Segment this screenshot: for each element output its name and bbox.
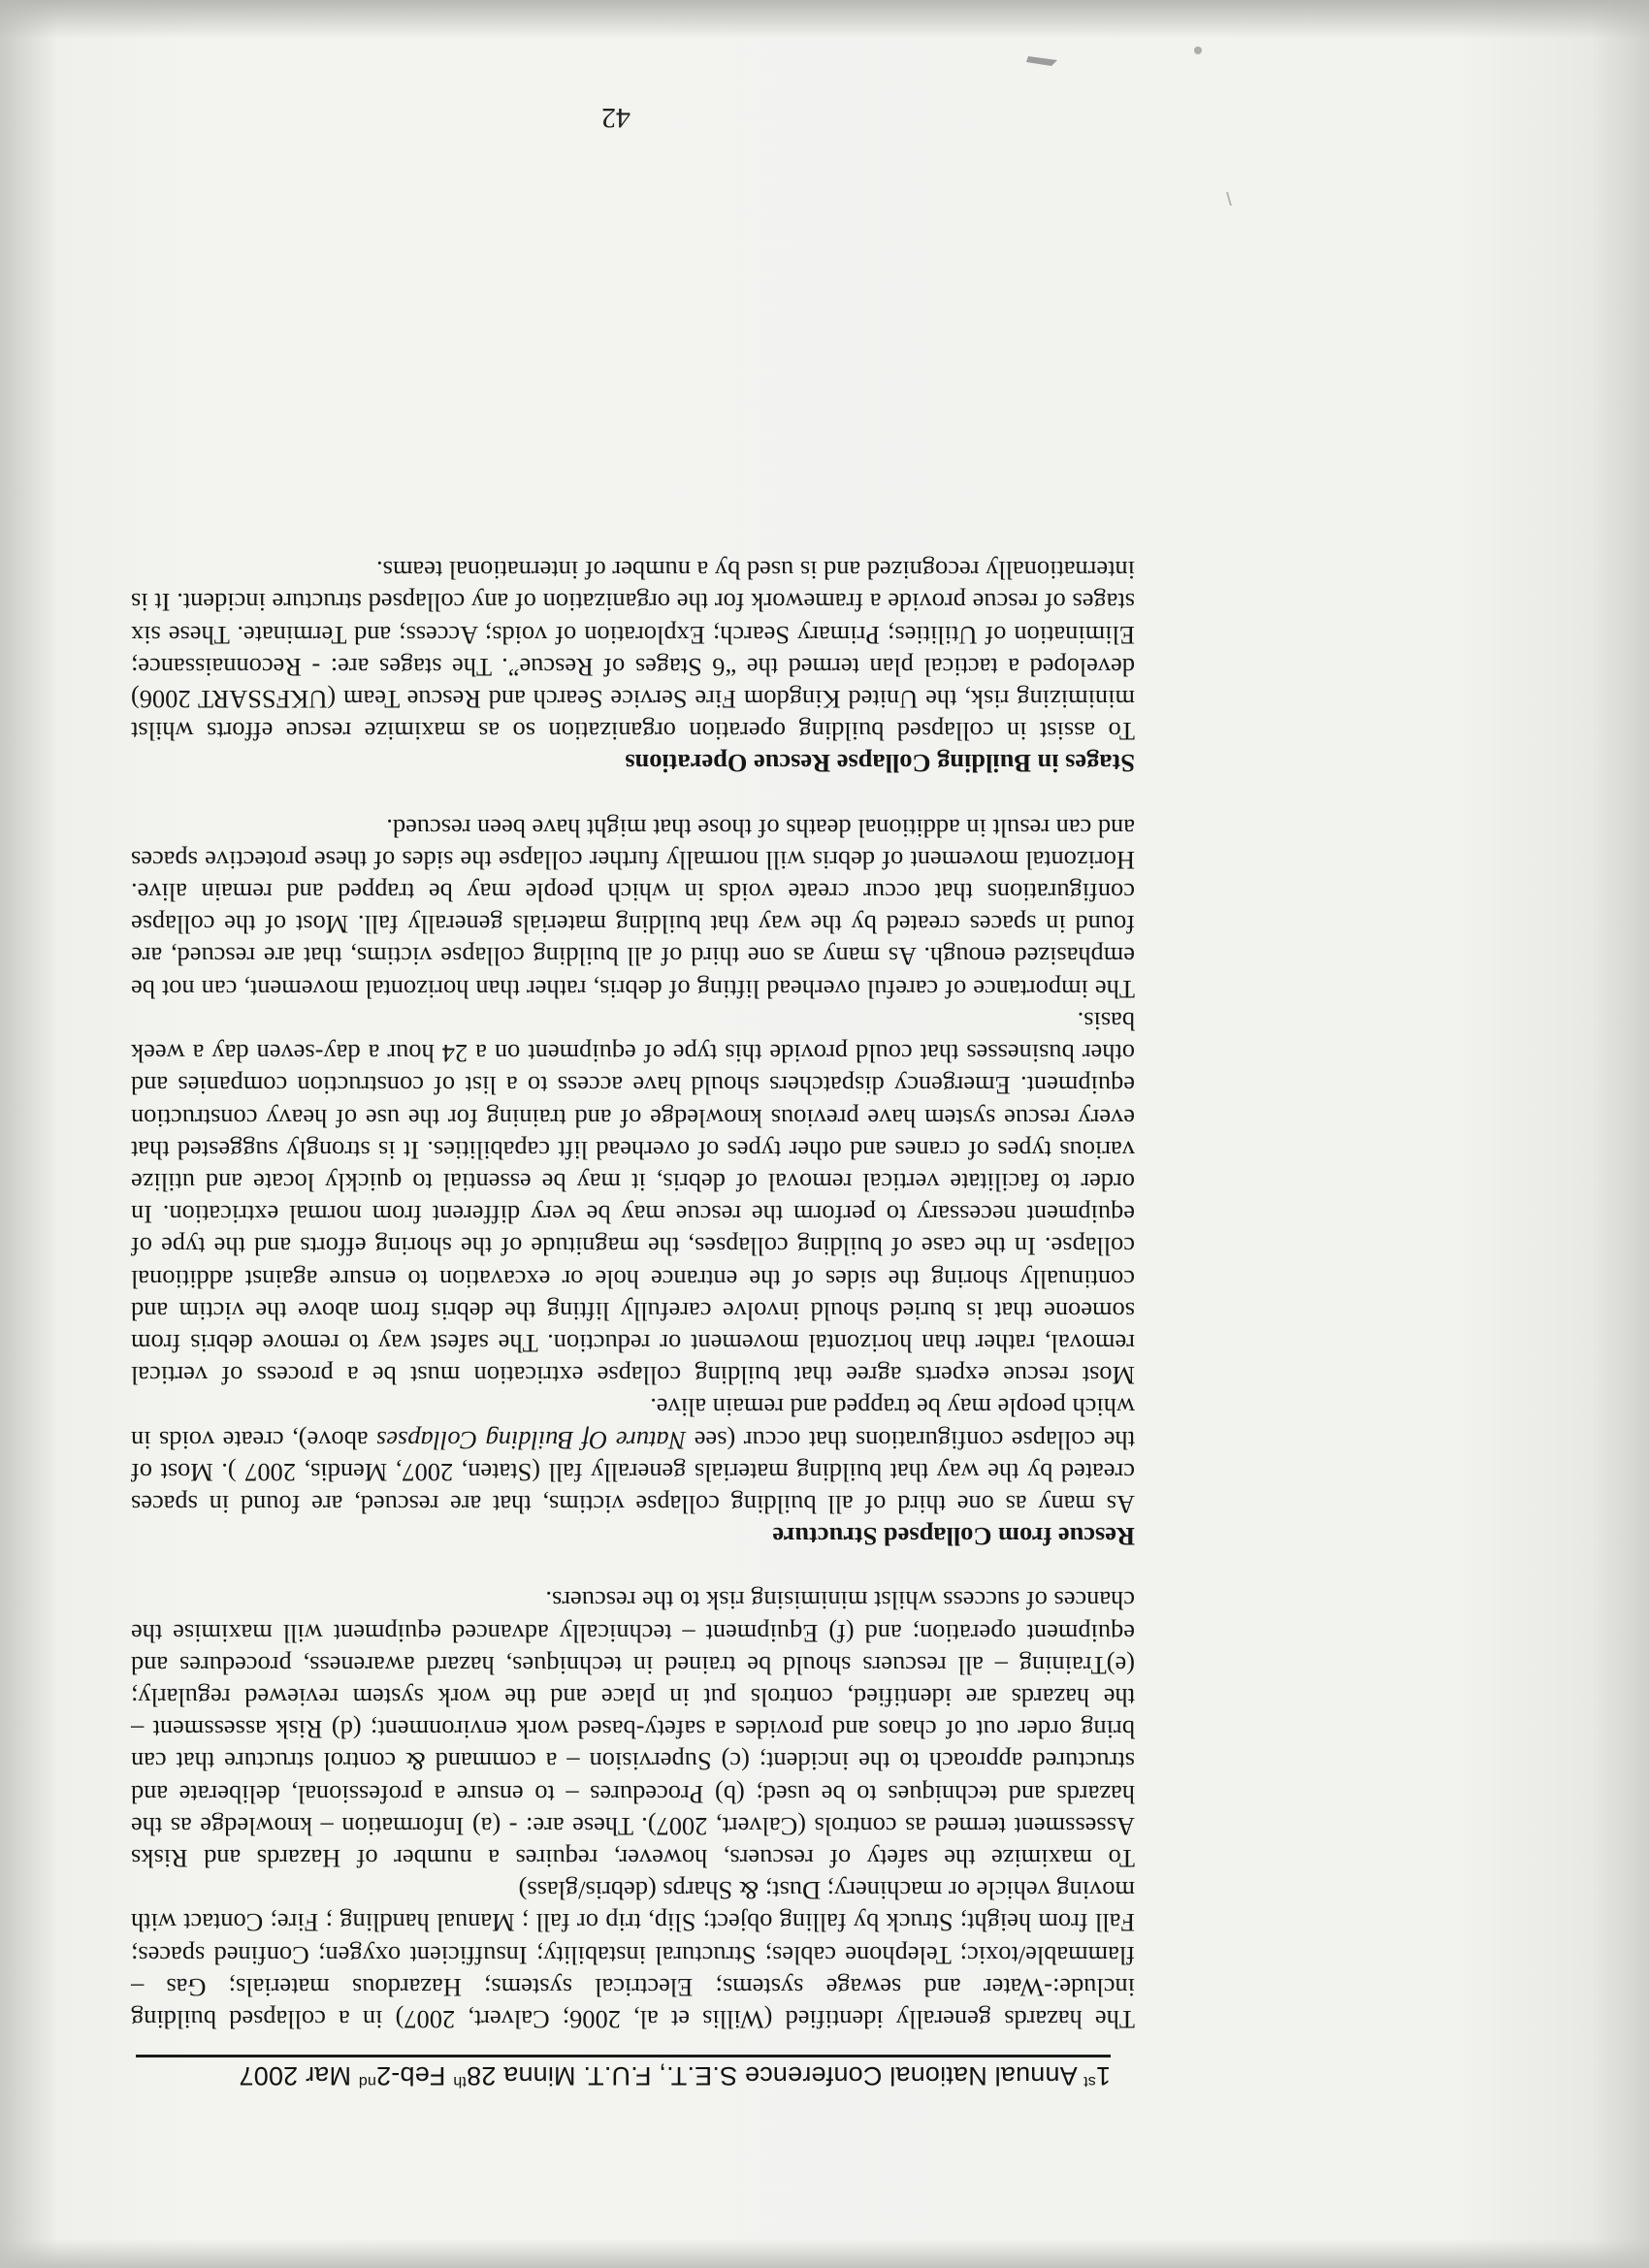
header-mid: Annual National Conference S.E.T., F.U.T. Minna 28 [466,2061,1083,2090]
scan-speck-top [1026,56,1057,66]
scan-speck-line [1227,192,1231,206]
header-suffix: Mar 2007 [239,2061,359,2090]
paragraph-stages: To assist in collapsed building operation organization so as maximize rescue efforts whilst minimizing risk, the United Kingdom Fire Service Search and Rescue Team (UKFSSART 2006) developed a tactical plan termed the “6 Stages of Rescue”. The stages are: - Reconnaissance; Elimination of Utilities; Primary Search; Exploration of voids; Access; and Terminate. These six stages of rescue provide a framework for the organization of any collapsed structure incident. It is internationally recognized and is used by a number of international teams. [131,556,1135,747]
header-sup-2: th [453,2073,467,2090]
header-sup-1: st [1083,2073,1096,2090]
paragraph-rescue-2: Most rescue experts agree that building collapse extrication must be a process of vertical removal, rather than horizontal movement or reduction. The safest way to remove debris from someone that is buried should involve carefully lifting the debris from above the victim and continually shoring the sides of the entrance hole or excavation to ensure against additional collapse. In the case of building collapses, the magnitude of the shoring efforts and the type of equipment necessary to perform the rescue may be very different from normal extrication. In order to facilitate vertical removal of debris, it may be essential to quickly locate and utilize various types of cranes and other types of overhead lift capabilities. It is strongly suggested that every rescue system have previous knowledge of and training for the use of heavy construction equipment. Emergency dispatchers should have access to a list of construction companies and other businesses that could provide this type of equipment on a 24 hour a day-seven day a week basis. [131,1006,1135,1391]
paragraph-rescue-3: The importance of careful overhead lifting of debris, rather than horizontal movement, can not be emphasized enough. As many as one third of all building collapse victims, that are rescued, are found in spaces created by the way that building materials generally fall. Most of the collapse configurations that occur create voids in which people may be trapped and remain alive. Horizontal movement of debris will normally further collapse the sides of these protective spaces and can result in additional deaths of those that might have been rescued. [131,813,1135,1004]
rescue-1-text-b: above), create voids in which people may be trapped and remain alive. [131,1393,1135,1455]
page-number: 42 [601,102,630,134]
rescue-1-text-a: As many as one third of all building collapse victims, that are rescued, are found in spaces created by the way that building materials generally fall (Staten, 2007, Mendis, 2007 ). Most of the collapse configurations that occur (see [131,1425,1135,1519]
paragraph-controls: To maximize the safety of rescuers, however, requires a number of Hazards and Risks Assessment termed as controls (Calvert, 2007). These are: - (a) Information – knowledge as the hazards and techniques to be used; (b) Procedures – to ensure a professional, deliberate and structured approach to the incident; (c) Supervision – a command & control structure that can bring order out of chaos and provides a safety-based work environment; (d) Risk assessment – the hazards are identified, controls put in place and the work system reviewed regularly; (e)Training – all rescuers should be trained in techniques, hazard awareness, procedures and equipment operation; and (f) Equipment – technically advanced equipment will maximise the chances of success whilst minimising risk to the rescuers. [131,1586,1135,1873]
paragraph-hazards: The hazards generally identified (Willis et al, 2006; Calvert, 2007) in a collapsed building include:-Water and sewage systems; Electrical systems; Hazardous materials; Gas – flammable/toxic; Telephone cables; Structural instability; Insufficient oxygen; Confined spaces; Fall from height; Struck by falling object; Slip, trip or fall ; Manual handling ; Fire; Contact with moving vehicle or machinery; Dust; & Sharps (debris/glass) [131,1876,1135,2034]
header-sup-3: nd [358,2073,376,2090]
rescue-1-italic: Nature Of Building Collapses [376,1425,687,1455]
heading-rescue: Rescue from Collapsed Structure [772,1522,1135,1552]
scan-speck-dot [1194,47,1202,54]
header-prefix: 1 [1095,2061,1111,2090]
heading-stages: Stages in Building Collapse Rescue Operations [625,749,1135,779]
header-mid-2: Feb-2 [375,2061,454,2090]
